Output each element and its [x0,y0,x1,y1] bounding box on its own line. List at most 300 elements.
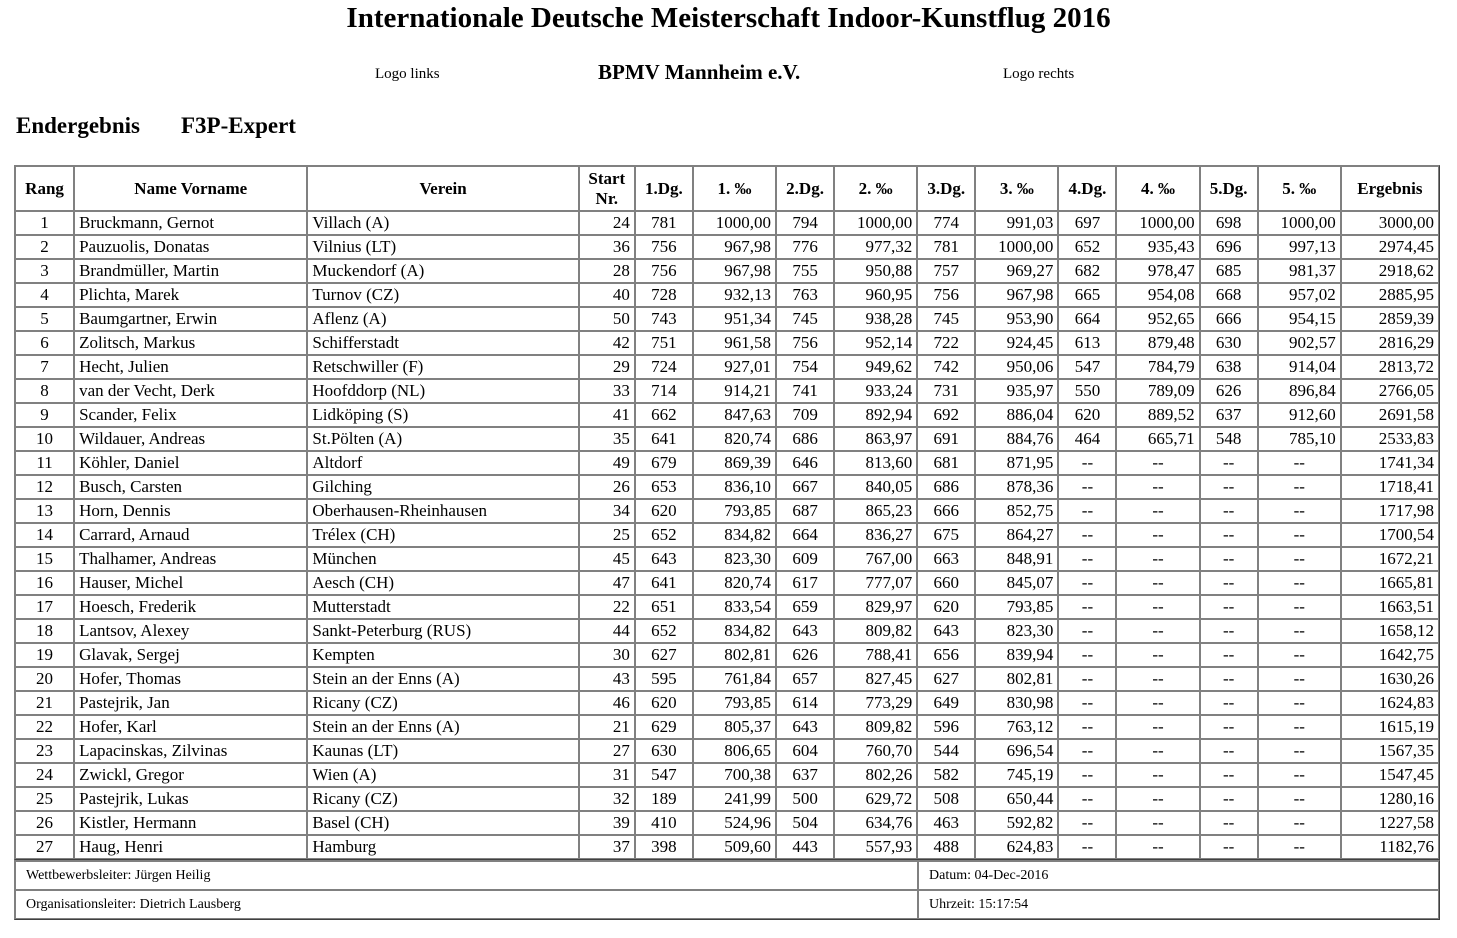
cell-dg3: 627 [917,667,975,691]
cell-pm1: 1000,00 [693,211,776,235]
cell-rang: 26 [15,811,74,835]
cell-rang: 6 [15,331,74,355]
cell-dg1: 641 [635,571,693,595]
cell-dg4: -- [1058,499,1116,523]
cell-dg3: 666 [917,499,975,523]
cell-dg3: 656 [917,643,975,667]
cell-dg4: 697 [1058,211,1116,235]
cell-rang: 4 [15,283,74,307]
cell-dg3: 463 [917,811,975,835]
cell-name: Lapacinskas, Zilvinas [74,739,307,763]
cell-pm3: 967,98 [975,283,1058,307]
cell-name: Hofer, Karl [74,715,307,739]
cell-rang: 21 [15,691,74,715]
cell-dg4: -- [1058,715,1116,739]
cell-dg3: 774 [917,211,975,235]
contest-director: Wettbewerbsleiter: Jürgen Heilig [15,861,918,890]
cell-dg5: 548 [1200,427,1258,451]
competition-class-label: F3P-Expert [181,113,296,138]
cell-ergebnis: 1741,34 [1341,451,1439,475]
cell-pm5: 981,37 [1258,259,1341,283]
cell-dg2: 709 [776,403,834,427]
cell-dg4: -- [1058,787,1116,811]
cell-dg5: -- [1200,547,1258,571]
cell-dg2: 609 [776,547,834,571]
cell-pm4: 789,09 [1116,379,1199,403]
cell-dg5: -- [1200,595,1258,619]
cell-ergebnis: 2691,58 [1341,403,1439,427]
cell-start-nr: 50 [579,307,635,331]
cell-rang: 17 [15,595,74,619]
cell-dg5: 630 [1200,331,1258,355]
cell-dg1: 629 [635,715,693,739]
cell-dg3: 582 [917,763,975,787]
table-row [15,307,1439,331]
cell-verein: München [307,547,578,571]
cell-verein: Vilnius (LT) [307,235,578,259]
cell-dg2: 794 [776,211,834,235]
table-row [15,427,1439,451]
column-header-name: Name Vorname [74,166,307,211]
cell-dg1: 189 [635,787,693,811]
cell-rang: 24 [15,763,74,787]
cell-pm2: 892,94 [834,403,917,427]
cell-dg3: 756 [917,283,975,307]
cell-start-nr: 33 [579,379,635,403]
cell-dg5: -- [1200,691,1258,715]
cell-rang: 9 [15,403,74,427]
cell-pm5: -- [1258,811,1341,835]
cell-pm5: -- [1258,667,1341,691]
cell-pm5: -- [1258,619,1341,643]
cell-pm1: 806,65 [693,739,776,763]
cell-pm5: -- [1258,715,1341,739]
cell-verein: Stein an der Enns (A) [307,667,578,691]
cell-dg2: 776 [776,235,834,259]
cell-dg2: 664 [776,523,834,547]
cell-verein: Lidköping (S) [307,403,578,427]
cell-pm4: -- [1116,715,1199,739]
cell-pm4: 954,08 [1116,283,1199,307]
cell-start-nr: 27 [579,739,635,763]
cell-rang: 5 [15,307,74,331]
cell-pm5: -- [1258,571,1341,595]
cell-dg1: 651 [635,595,693,619]
cell-dg4: -- [1058,451,1116,475]
logo-left-placeholder: Logo links [375,66,440,82]
cell-dg4: -- [1058,523,1116,547]
table-row [15,595,1439,619]
cell-dg4: -- [1058,571,1116,595]
cell-dg2: 604 [776,739,834,763]
cell-name: Bruckmann, Gernot [74,211,307,235]
cell-pm1: 820,74 [693,571,776,595]
cell-pm4: -- [1116,691,1199,715]
cell-dg4: 665 [1058,283,1116,307]
cell-start-nr: 42 [579,331,635,355]
cell-pm5: -- [1258,475,1341,499]
cell-start-nr: 29 [579,355,635,379]
cell-dg2: 686 [776,427,834,451]
cell-verein: Retschwiller (F) [307,355,578,379]
cell-ergebnis: 1700,54 [1341,523,1439,547]
cell-pm2: 629,72 [834,787,917,811]
cell-verein: Kaunas (LT) [307,739,578,763]
cell-dg1: 547 [635,763,693,787]
cell-pm1: 761,84 [693,667,776,691]
table-row [15,403,1439,427]
footer-row [15,890,1439,919]
cell-pm5: -- [1258,835,1341,859]
cell-dg1: 652 [635,523,693,547]
cell-pm1: 524,96 [693,811,776,835]
cell-verein: St.Pölten (A) [307,427,578,451]
cell-pm1: 914,21 [693,379,776,403]
cell-pm4: -- [1116,451,1199,475]
cell-pm4: 889,52 [1116,403,1199,427]
cell-pm3: 823,30 [975,619,1058,643]
cell-ergebnis: 2918,62 [1341,259,1439,283]
cell-pm3: 696,54 [975,739,1058,763]
cell-rang: 10 [15,427,74,451]
cell-dg2: 500 [776,787,834,811]
cell-dg5: -- [1200,787,1258,811]
cell-dg3: 781 [917,235,975,259]
cell-pm1: 869,39 [693,451,776,475]
cell-pm2: 840,05 [834,475,917,499]
cell-dg3: 675 [917,523,975,547]
cell-pm5: 954,15 [1258,307,1341,331]
cell-pm3: 969,27 [975,259,1058,283]
cell-dg2: 687 [776,499,834,523]
cell-pm4: -- [1116,547,1199,571]
cell-ergebnis: 2885,95 [1341,283,1439,307]
cell-dg5: 696 [1200,235,1258,259]
cell-verein: Turnov (CZ) [307,283,578,307]
cell-verein: Hamburg [307,835,578,859]
cell-pm1: 241,99 [693,787,776,811]
column-header-start-nr [579,166,635,211]
cell-name: Pastejrik, Jan [74,691,307,715]
cell-pm3: 830,98 [975,691,1058,715]
cell-verein: Ricany (CZ) [307,691,578,715]
cell-pm3: 848,91 [975,547,1058,571]
cell-pm2: 773,29 [834,691,917,715]
cell-dg4: 464 [1058,427,1116,451]
cell-rang: 20 [15,667,74,691]
cell-pm1: 932,13 [693,283,776,307]
cell-pm3: 624,83 [975,835,1058,859]
column-header-dg3: 3.Dg. [917,166,975,211]
cell-pm1: 700,38 [693,763,776,787]
cell-pm4: -- [1116,811,1199,835]
cell-dg4: -- [1058,595,1116,619]
cell-pm3: 991,03 [975,211,1058,235]
cell-start-nr: 36 [579,235,635,259]
cell-dg3: 488 [917,835,975,859]
cell-dg2: 667 [776,475,834,499]
cell-pm2: 829,97 [834,595,917,619]
cell-dg1: 756 [635,259,693,283]
cell-name: Thalhamer, Andreas [74,547,307,571]
start-nr-line1: Start [588,168,626,188]
cell-pm2: 933,24 [834,379,917,403]
table-row [15,763,1439,787]
cell-pm4: -- [1116,499,1199,523]
column-header-pm3: 3. ‰ [975,166,1058,211]
cell-name: Köhler, Daniel [74,451,307,475]
cell-rang: 23 [15,739,74,763]
cell-dg4: -- [1058,643,1116,667]
cell-rang: 14 [15,523,74,547]
cell-name: van der Vecht, Derk [74,379,307,403]
table-row [15,691,1439,715]
cell-ergebnis: 1642,75 [1341,643,1439,667]
cell-dg3: 681 [917,451,975,475]
cell-ergebnis: 2816,29 [1341,331,1439,355]
cell-ergebnis: 1615,19 [1341,715,1439,739]
cell-start-nr: 35 [579,427,635,451]
cell-pm5: 785,10 [1258,427,1341,451]
results-table [14,165,1440,860]
cell-pm5: -- [1258,547,1341,571]
cell-dg4: 613 [1058,331,1116,355]
cell-start-nr: 46 [579,691,635,715]
cell-start-nr: 21 [579,715,635,739]
cell-pm2: 949,62 [834,355,917,379]
cell-dg3: 643 [917,619,975,643]
cell-pm4: 665,71 [1116,427,1199,451]
cell-name: Brandmüller, Martin [74,259,307,283]
cell-ergebnis: 1227,58 [1341,811,1439,835]
cell-dg1: 620 [635,499,693,523]
table-row [15,835,1439,859]
cell-dg1: 751 [635,331,693,355]
cell-dg1: 714 [635,379,693,403]
cell-rang: 25 [15,787,74,811]
cell-pm4: 952,65 [1116,307,1199,331]
cell-name: Hofer, Thomas [74,667,307,691]
cell-pm4: -- [1116,571,1199,595]
cell-ergebnis: 2859,39 [1341,307,1439,331]
cell-pm5: -- [1258,643,1341,667]
start-nr-line2: Nr. [595,188,619,208]
cell-verein: Hoofddorp (NL) [307,379,578,403]
table-row [15,283,1439,307]
cell-pm2: 813,60 [834,451,917,475]
cell-ergebnis: 3000,00 [1341,211,1439,235]
cell-pm1: 823,30 [693,547,776,571]
cell-pm3: 745,19 [975,763,1058,787]
cell-dg4: -- [1058,739,1116,763]
cell-pm1: 833,54 [693,595,776,619]
cell-pm3: 650,44 [975,787,1058,811]
cell-pm3: 864,27 [975,523,1058,547]
cell-pm4: 879,48 [1116,331,1199,355]
cell-rang: 8 [15,379,74,403]
cell-dg5: -- [1200,475,1258,499]
cell-start-nr: 41 [579,403,635,427]
cell-dg5: -- [1200,499,1258,523]
cell-pm1: 927,01 [693,355,776,379]
cell-dg2: 646 [776,451,834,475]
cell-pm2: 960,95 [834,283,917,307]
cell-dg1: 652 [635,619,693,643]
cell-name: Wildauer, Andreas [74,427,307,451]
table-row [15,259,1439,283]
cell-dg5: -- [1200,619,1258,643]
cell-name: Horn, Dennis [74,499,307,523]
cell-rang: 18 [15,619,74,643]
cell-start-nr: 32 [579,787,635,811]
cell-pm2: 938,28 [834,307,917,331]
cell-pm4: 784,79 [1116,355,1199,379]
cell-ergebnis: 1630,26 [1341,667,1439,691]
cell-verein: Mutterstadt [307,595,578,619]
cell-pm3: 953,90 [975,307,1058,331]
cell-dg5: 626 [1200,379,1258,403]
cell-dg1: 653 [635,475,693,499]
column-header-dg5: 5.Dg. [1200,166,1258,211]
cell-dg5: -- [1200,811,1258,835]
cell-dg3: 692 [917,403,975,427]
cell-pm3: 802,81 [975,667,1058,691]
cell-pm2: 865,23 [834,499,917,523]
cell-pm4: 978,47 [1116,259,1199,283]
cell-start-nr: 30 [579,643,635,667]
cell-pm1: 951,34 [693,307,776,331]
table-row [15,715,1439,739]
cell-ergebnis: 1718,41 [1341,475,1439,499]
cell-dg1: 728 [635,283,693,307]
cell-pm3: 884,76 [975,427,1058,451]
table-row [15,331,1439,355]
table-row [15,643,1439,667]
cell-name: Hauser, Michel [74,571,307,595]
column-header-ergebnis: Ergebnis [1341,166,1439,211]
cell-pm2: 557,93 [834,835,917,859]
cell-name: Hecht, Julien [74,355,307,379]
cell-verein: Oberhausen-Rheinhausen [307,499,578,523]
cell-dg1: 724 [635,355,693,379]
cell-pm2: 1000,00 [834,211,917,235]
cell-start-nr: 44 [579,619,635,643]
table-row [15,355,1439,379]
cell-pm2: 802,26 [834,763,917,787]
cell-pm1: 834,82 [693,619,776,643]
cell-dg5: 698 [1200,211,1258,235]
cell-pm3: 793,85 [975,595,1058,619]
cell-verein: Aesch (CH) [307,571,578,595]
cell-ergebnis: 1182,76 [1341,835,1439,859]
cell-verein: Altdorf [307,451,578,475]
cell-dg5: 666 [1200,307,1258,331]
cell-rang: 22 [15,715,74,739]
cell-rang: 15 [15,547,74,571]
cell-dg2: 659 [776,595,834,619]
cell-dg2: 755 [776,259,834,283]
cell-ergebnis: 1658,12 [1341,619,1439,643]
cell-pm2: 788,41 [834,643,917,667]
cell-pm3: 871,95 [975,451,1058,475]
cell-dg3: 508 [917,787,975,811]
column-header-pm5: 5. ‰ [1258,166,1341,211]
cell-pm5: -- [1258,691,1341,715]
cell-dg1: 662 [635,403,693,427]
cell-name: Busch, Carsten [74,475,307,499]
cell-pm3: 839,94 [975,643,1058,667]
cell-pm4: -- [1116,667,1199,691]
cell-verein: Aflenz (A) [307,307,578,331]
cell-dg1: 627 [635,643,693,667]
column-header-rang: Rang [15,166,74,211]
cell-dg4: 682 [1058,259,1116,283]
cell-dg3: 544 [917,739,975,763]
column-header-verein: Verein [307,166,578,211]
column-header-pm2: 2. ‰ [834,166,917,211]
cell-ergebnis: 1717,98 [1341,499,1439,523]
cell-ergebnis: 2813,72 [1341,355,1439,379]
cell-dg4: -- [1058,691,1116,715]
cell-pm3: 935,97 [975,379,1058,403]
cell-name: Pauzuolis, Donatas [74,235,307,259]
table-row [15,499,1439,523]
cell-dg2: 741 [776,379,834,403]
cell-ergebnis: 1672,21 [1341,547,1439,571]
cell-dg3: 722 [917,331,975,355]
cell-pm5: -- [1258,787,1341,811]
cell-dg1: 630 [635,739,693,763]
cell-start-nr: 24 [579,211,635,235]
cell-ergebnis: 1547,45 [1341,763,1439,787]
cell-dg2: 745 [776,307,834,331]
cell-name: Carrard, Arnaud [74,523,307,547]
table-row [15,571,1439,595]
cell-pm4: -- [1116,763,1199,787]
cell-pm1: 834,82 [693,523,776,547]
cell-pm4: 935,43 [1116,235,1199,259]
cell-dg3: 691 [917,427,975,451]
column-header-pm1: 1. ‰ [693,166,776,211]
cell-name: Haug, Henri [74,835,307,859]
cell-pm5: -- [1258,763,1341,787]
cell-dg4: 620 [1058,403,1116,427]
cell-pm2: 977,32 [834,235,917,259]
cell-start-nr: 37 [579,835,635,859]
cell-pm1: 805,37 [693,715,776,739]
cell-pm1: 961,58 [693,331,776,355]
cell-dg4: -- [1058,619,1116,643]
cell-pm5: -- [1258,451,1341,475]
cell-name: Lantsov, Alexey [74,619,307,643]
cell-pm4: 1000,00 [1116,211,1199,235]
cell-name: Hoesch, Frederik [74,595,307,619]
cell-dg5: 637 [1200,403,1258,427]
cell-dg1: 620 [635,691,693,715]
table-row [15,739,1439,763]
cell-dg5: -- [1200,715,1258,739]
cell-pm3: 1000,00 [975,235,1058,259]
cell-dg2: 504 [776,811,834,835]
cell-start-nr: 26 [579,475,635,499]
cell-dg2: 637 [776,763,834,787]
cell-ergebnis: 1624,83 [1341,691,1439,715]
cell-pm2: 760,70 [834,739,917,763]
cell-verein: Kempten [307,643,578,667]
cell-rang: 16 [15,571,74,595]
cell-dg4: 550 [1058,379,1116,403]
cell-pm4: -- [1116,595,1199,619]
